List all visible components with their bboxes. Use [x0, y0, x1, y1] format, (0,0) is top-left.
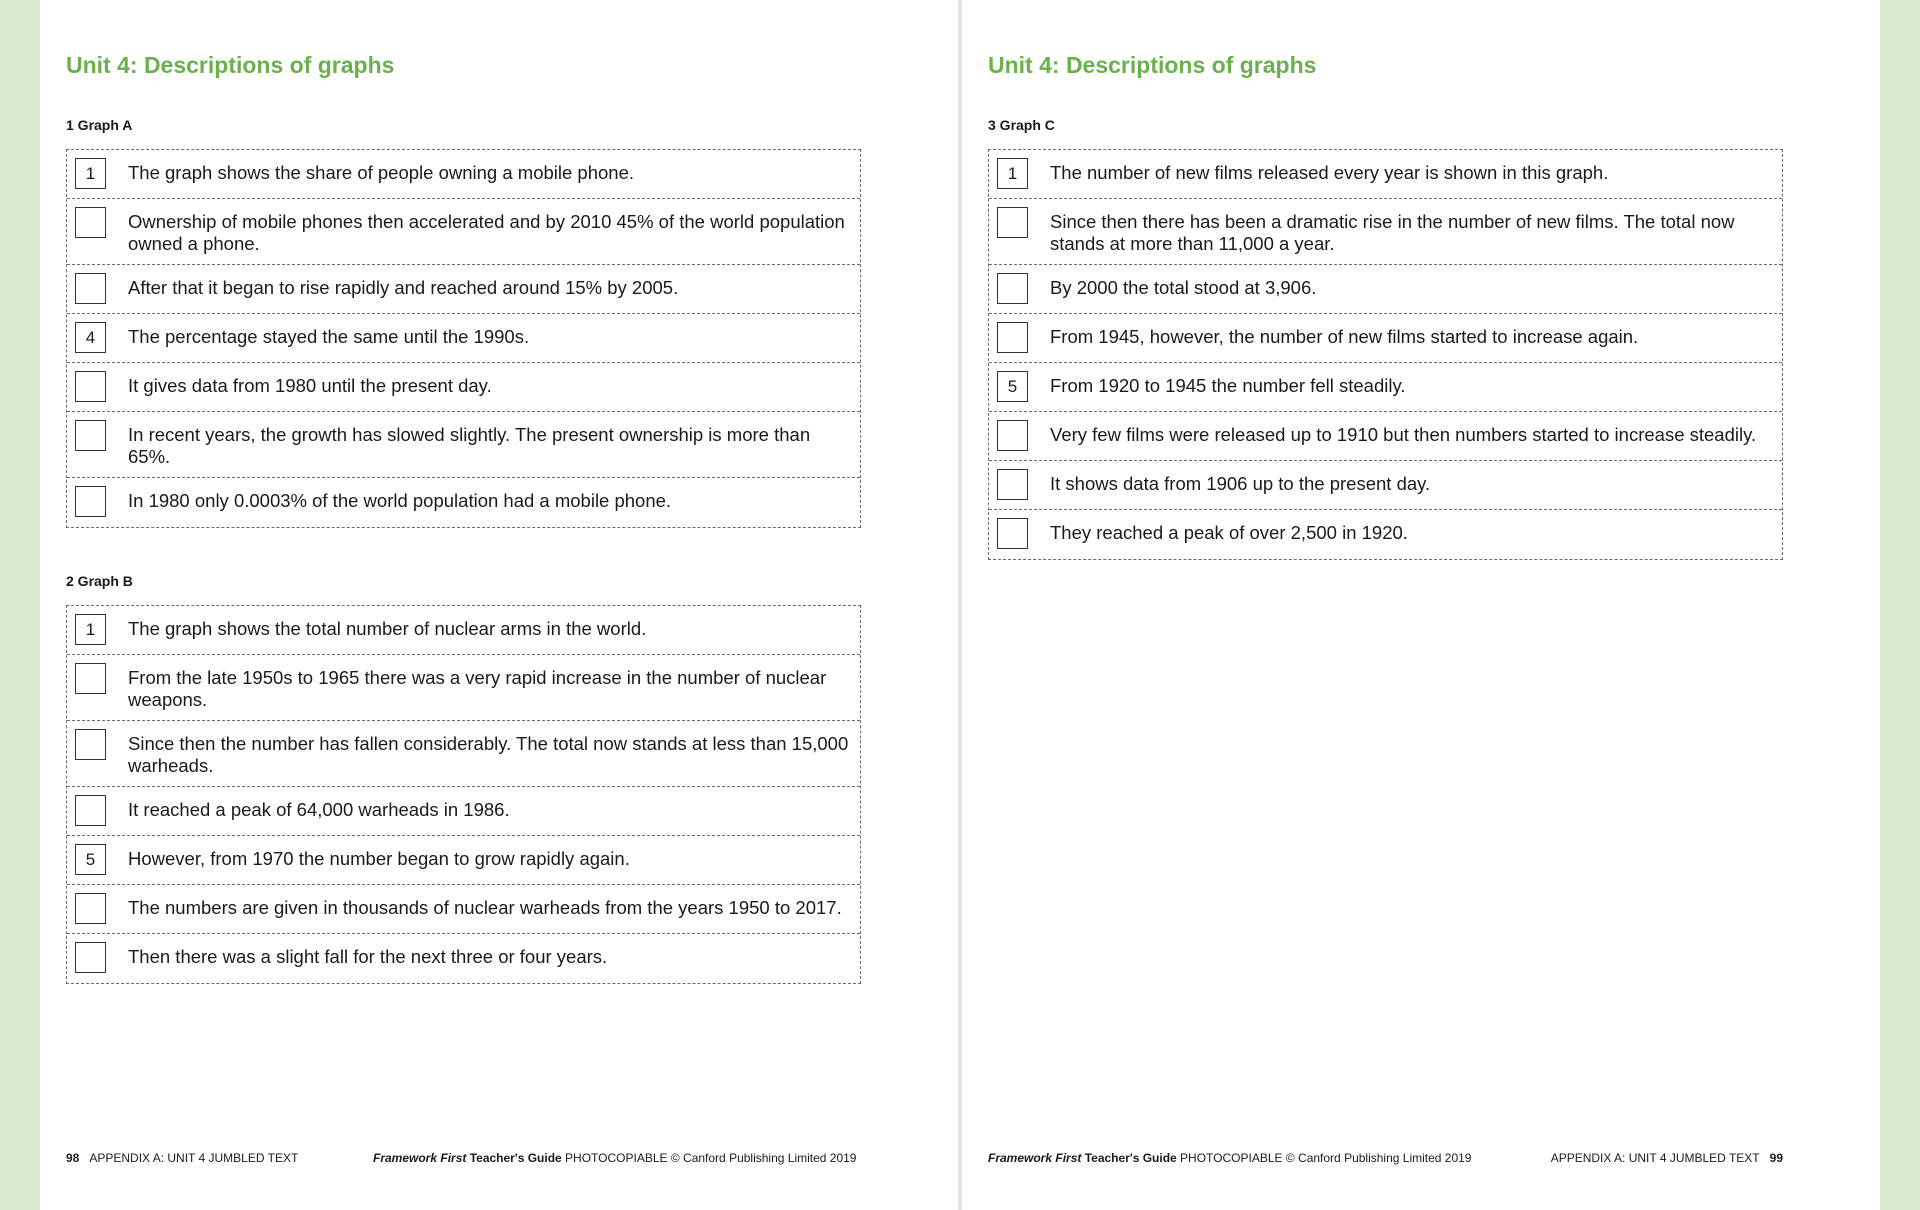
order-box[interactable]	[75, 273, 106, 304]
order-box[interactable]	[75, 663, 106, 694]
order-box[interactable]: 4	[75, 322, 106, 353]
sentence: Since then there has been a dramatic rise in the number of new films. The total now stands at more than 11,000 a year.	[1050, 211, 1735, 254]
jumbled-row	[989, 412, 1782, 461]
section-label-graph-b: 2 Graph B	[66, 573, 133, 589]
footer-copyright	[373, 1151, 856, 1165]
order-box[interactable]	[75, 729, 106, 760]
book-title: Framework First	[373, 1151, 467, 1165]
jumbled-row	[67, 199, 860, 265]
sentence: From 1945, however, the number of new films started to increase again.	[1050, 326, 1639, 347]
sentence: By 2000 the total stood at 3,906.	[1050, 277, 1317, 298]
jumbled-row	[989, 314, 1782, 363]
footer-section-title: APPENDIX A: UNIT 4 JUMBLED TEXT	[1550, 1151, 1760, 1165]
jumbled-row	[989, 461, 1782, 510]
sentence: It shows data from 1906 up to the present day.	[1050, 473, 1431, 494]
sentence: The number of new films released every year is shown in this graph.	[1050, 162, 1609, 183]
exercise-graph-c	[988, 149, 1783, 560]
sentence: In recent years, the growth has slowed slightly. The present ownership is more than 65%.	[128, 424, 811, 467]
page-title: Unit 4: Descriptions of graphs	[988, 52, 1317, 78]
jumbled-row	[989, 265, 1782, 314]
jumbled-row	[67, 606, 860, 655]
jumbled-row	[67, 265, 860, 314]
jumbled-row	[67, 412, 860, 478]
section-label-graph-c: 3 Graph C	[988, 117, 1055, 133]
exercise-graph-a	[66, 149, 861, 528]
jumbled-row	[989, 363, 1782, 412]
jumbled-row	[989, 150, 1782, 199]
sentence: Very few films were released up to 1910 but then numbers started to increase steadily.	[1050, 424, 1757, 445]
sentence: The numbers are given in thousands of nuclear warheads from the years 1950 to 2017.	[128, 897, 842, 918]
sentence: Then there was a slight fall for the next three or four years.	[128, 946, 608, 967]
footer-copyright	[988, 1151, 1471, 1165]
jumbled-row	[989, 510, 1782, 559]
right-margin-strip	[1880, 0, 1920, 1210]
exercise-graph-b	[66, 605, 861, 984]
sentence: Since then the number has fallen considerably. The total now stands at less than 15,000 warheads.	[128, 733, 849, 776]
sentence: In 1980 only 0.0003% of the world population had a mobile phone.	[128, 490, 672, 511]
jumbled-row	[67, 787, 860, 836]
order-box[interactable]	[997, 420, 1028, 451]
order-box[interactable]	[997, 273, 1028, 304]
order-box[interactable]: 5	[75, 844, 106, 875]
page-number: 99	[1769, 1151, 1783, 1165]
order-box[interactable]	[75, 420, 106, 451]
sentence: From the late 1950s to 1965 there was a very rapid increase in the number of nuclear weapons.	[128, 667, 827, 710]
sentence: The graph shows the total number of nuclear arms in the world.	[128, 618, 647, 639]
footer-left-section	[66, 1151, 298, 1165]
left-page	[40, 0, 958, 1210]
jumbled-row	[67, 934, 860, 983]
left-margin-strip	[0, 0, 40, 1210]
order-box[interactable]	[997, 322, 1028, 353]
order-box[interactable]: 5	[997, 371, 1028, 402]
jumbled-row	[67, 836, 860, 885]
sentence: The graph shows the share of people owning a mobile phone.	[128, 162, 635, 183]
book-title: Framework First	[988, 1151, 1082, 1165]
book-subtitle: Teacher's Guide	[1081, 1151, 1177, 1165]
jumbled-row	[67, 314, 860, 363]
footer-section-title: APPENDIX A: UNIT 4 JUMBLED TEXT	[89, 1151, 299, 1165]
footer-right-section	[1551, 1151, 1783, 1165]
page-title: Unit 4: Descriptions of graphs	[66, 52, 395, 78]
order-box[interactable]	[75, 371, 106, 402]
section-label-graph-a: 1 Graph A	[66, 117, 133, 133]
jumbled-row	[67, 885, 860, 934]
jumbled-row	[67, 150, 860, 199]
order-box[interactable]: 1	[997, 158, 1028, 189]
jumbled-row	[67, 478, 860, 527]
order-box[interactable]: 1	[75, 614, 106, 645]
sentence: The percentage stayed the same until the 1990s.	[128, 326, 530, 347]
rights-text: PHOTOCOPIABLE © Canford Publishing Limited 2019	[1176, 1151, 1472, 1165]
jumbled-row	[67, 363, 860, 412]
jumbled-row	[67, 655, 860, 721]
sentence: Ownership of mobile phones then accelerated and by 2010 45% of the world population owned a phone.	[128, 211, 845, 254]
jumbled-row	[67, 721, 860, 787]
right-page	[962, 0, 1880, 1210]
sentence: However, from 1970 the number began to grow rapidly again.	[128, 848, 630, 869]
sentence: They reached a peak of over 2,500 in 1920.	[1050, 522, 1408, 543]
sentence: It gives data from 1980 until the present day.	[128, 375, 492, 396]
order-box[interactable]	[997, 518, 1028, 549]
order-box[interactable]	[75, 486, 106, 517]
rights-text: PHOTOCOPIABLE © Canford Publishing Limited 2019	[561, 1151, 857, 1165]
order-box[interactable]	[75, 942, 106, 973]
order-box[interactable]	[75, 795, 106, 826]
order-box[interactable]	[75, 207, 106, 238]
book-subtitle: Teacher's Guide	[466, 1151, 562, 1165]
order-box[interactable]	[75, 893, 106, 924]
order-box[interactable]	[997, 207, 1028, 238]
jumbled-row	[989, 199, 1782, 265]
sentence: From 1920 to 1945 the number fell steadily.	[1050, 375, 1406, 396]
order-box[interactable]: 1	[75, 158, 106, 189]
sentence: After that it began to rise rapidly and reached around 15% by 2005.	[128, 277, 679, 298]
sentence: It reached a peak of 64,000 warheads in 1986.	[128, 799, 510, 820]
page-number: 98	[66, 1151, 80, 1165]
order-box[interactable]	[997, 469, 1028, 500]
